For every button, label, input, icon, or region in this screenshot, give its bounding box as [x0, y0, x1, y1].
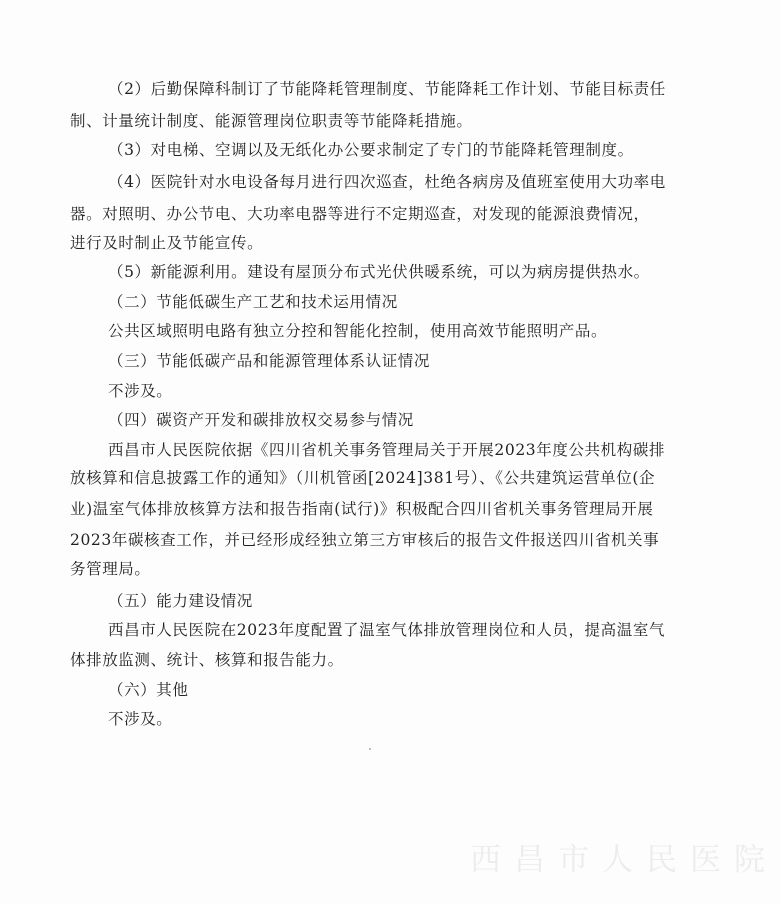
- text-line: 制、计量统计制度、能源管理岗位职责等节能降耗措施。: [70, 112, 473, 130]
- section-heading: （二）节能低碳生产工艺和技术运用情况: [108, 293, 398, 311]
- text-line: 公共区域照明电路有独立分控和智能化控制，使用高效节能照明产品。: [108, 322, 608, 340]
- text-line: 不涉及。: [108, 382, 173, 400]
- text-line: （5）新能源利用。建设有屋顶分布式光伏供暖系统，可以为病房提供热水。: [108, 263, 650, 281]
- text-line: 2023年碳核查工作，并已经形成经独立第三方审核后的报告文件报送四川省机关事: [70, 531, 660, 549]
- text-line: 西昌市人民医院在2023年度配置了温室气体排放管理岗位和人员，提高温室气: [108, 621, 666, 639]
- text-line: 务管理局。: [70, 560, 151, 578]
- section-heading: （五）能力建设情况: [108, 592, 253, 610]
- text-line: 不涉及。: [108, 710, 173, 728]
- section-heading: （三）节能低碳产品和能源管理体系认证情况: [108, 352, 431, 370]
- watermark: 西昌市人民医院: [470, 842, 778, 878]
- scan-speck: [369, 748, 371, 750]
- text-line: 业)温室气体排放核算方法和报告指南(试行)》积极配合四川省机关事务管理局开展: [70, 500, 654, 518]
- text-line: 进行及时制止及节能宣传。: [70, 234, 264, 252]
- text-line: （4）医院针对水电设备每月进行四次巡查，杜绝各病房及值班室使用大功率电: [108, 173, 666, 191]
- text-line: 西昌市人民医院依据《四川省机关事务管理局关于开展2023年度公共机构碳排: [108, 441, 666, 459]
- text-line: 体排放监测、统计、核算和报告能力。: [70, 651, 344, 669]
- section-heading: （六）其他: [108, 681, 189, 699]
- text-line: （2）后勤保障科制订了节能降耗管理制度、节能降耗工作计划、节能目标责任: [108, 80, 666, 98]
- section-heading: （四）碳资产开发和碳排放权交易参与情况: [108, 411, 414, 429]
- text-line: （3）对电梯、空调以及无纸化办公要求制定了专门的节能降耗管理制度。: [108, 141, 634, 159]
- text-line: 放核算和信息披露工作的通知》（川机管函[2024]381号）、《公共建筑运营单位(企: [70, 469, 656, 487]
- text-line: 器。对照明、办公节电、大功率电器等进行不定期巡查，对发现的能源浪费情况，: [70, 205, 650, 223]
